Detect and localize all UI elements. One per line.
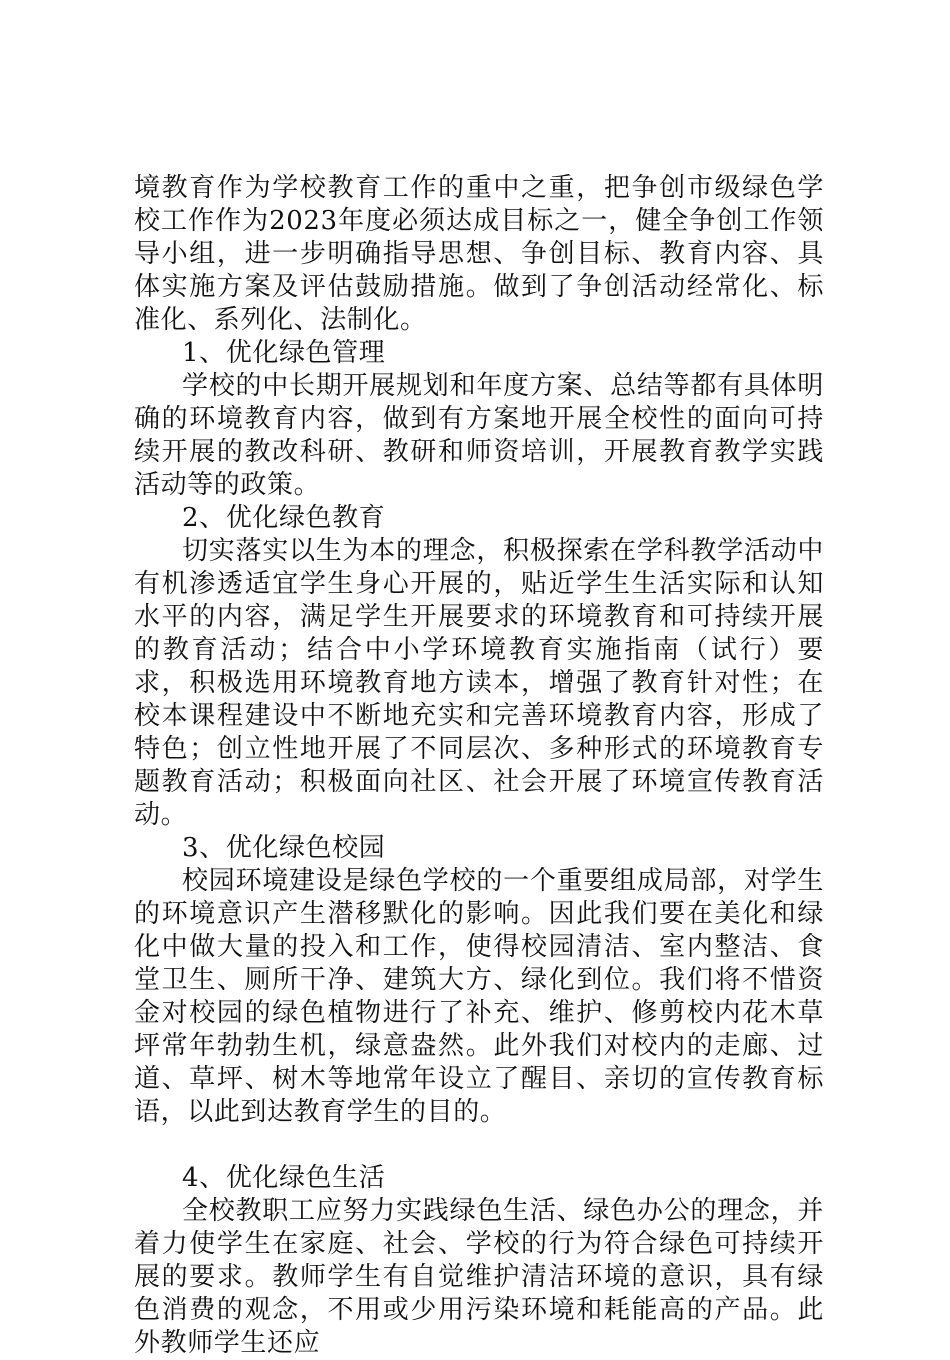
paragraph-green-management: 学校的中长期开展规划和年度方案、总结等都有具体明确的环境教育内容，做到有方案地开展全校性的面向可持续开展的教改科研、教研和师资培训，开展教育教学实践活动等的政策。 <box>134 371 824 500</box>
paragraph-green-campus: 校园环境建设是绿色学校的一个重要组成局部，对学生的环境意识产生潜移默化的影响。因此我们要在美化和绿化中做大量的投入和工作，使得校园清洁、室内整洁、食堂卫生、厕所干净、建筑大方、绿化到位。我们将不惜资金对校园的绿色植物进行了补充、维护、修剪校内花木草坪常年勃勃生机，绿意盎然。此外我们对校内的走廊、过道、草坪、树木等地常年设立了醒目、亲切的宣传教育标语，以此到达教育学生的目的。 <box>134 866 824 1127</box>
paragraph-green-education: 切实落实以生为本的理念，积极探索在学科教学活动中有机渗透适宜学生身心开展的，贴近学生生活实际和认知水平的内容，满足学生开展要求的环境教育和可持续开展的教育活动；结合中小学环境教育实施指南（试行）要求，积极选用环境教育地方读本，增强了教育针对性；在校本课程建设中不断地充实和完善环境教育内容，形成了特色；创立性地开展了不同层次、多种形式的环境教育专题教育活动；积极面向社区、社会开展了环境宣传教育活动。 <box>134 536 824 830</box>
blank-line <box>134 1129 824 1162</box>
paragraph-intro: 境教育作为学校教育工作的重中之重，把争创市级绿色学校工作作为2023年度必须达成目标之一，健全争创工作领导小组，进一步明确指导思想、争创目标、教育内容、具体实施方案及评估鼓励措施。做到了争创活动经常化、标准化、系列化、法制化。 <box>134 173 824 335</box>
heading-green-life: 4、优化绿色生活 <box>182 1163 386 1193</box>
heading-green-management: 1、优化绿色管理 <box>182 338 386 368</box>
heading-green-education: 2、优化绿色教育 <box>182 503 386 533</box>
document-body <box>134 172 824 1360</box>
heading-green-campus: 3、优化绿色校园 <box>182 833 386 863</box>
paragraph-green-life: 全校教职工应努力实践绿色生活、绿色办公的理念，并着力使学生在家庭、社会、学校的行为符合绿色可持续开展的要求。教师学生有自觉维护清洁环境的意识，具有绿色消费的观念，不用或少用污染环境和耗能高的产品。此外教师学生还应 <box>134 1196 824 1358</box>
